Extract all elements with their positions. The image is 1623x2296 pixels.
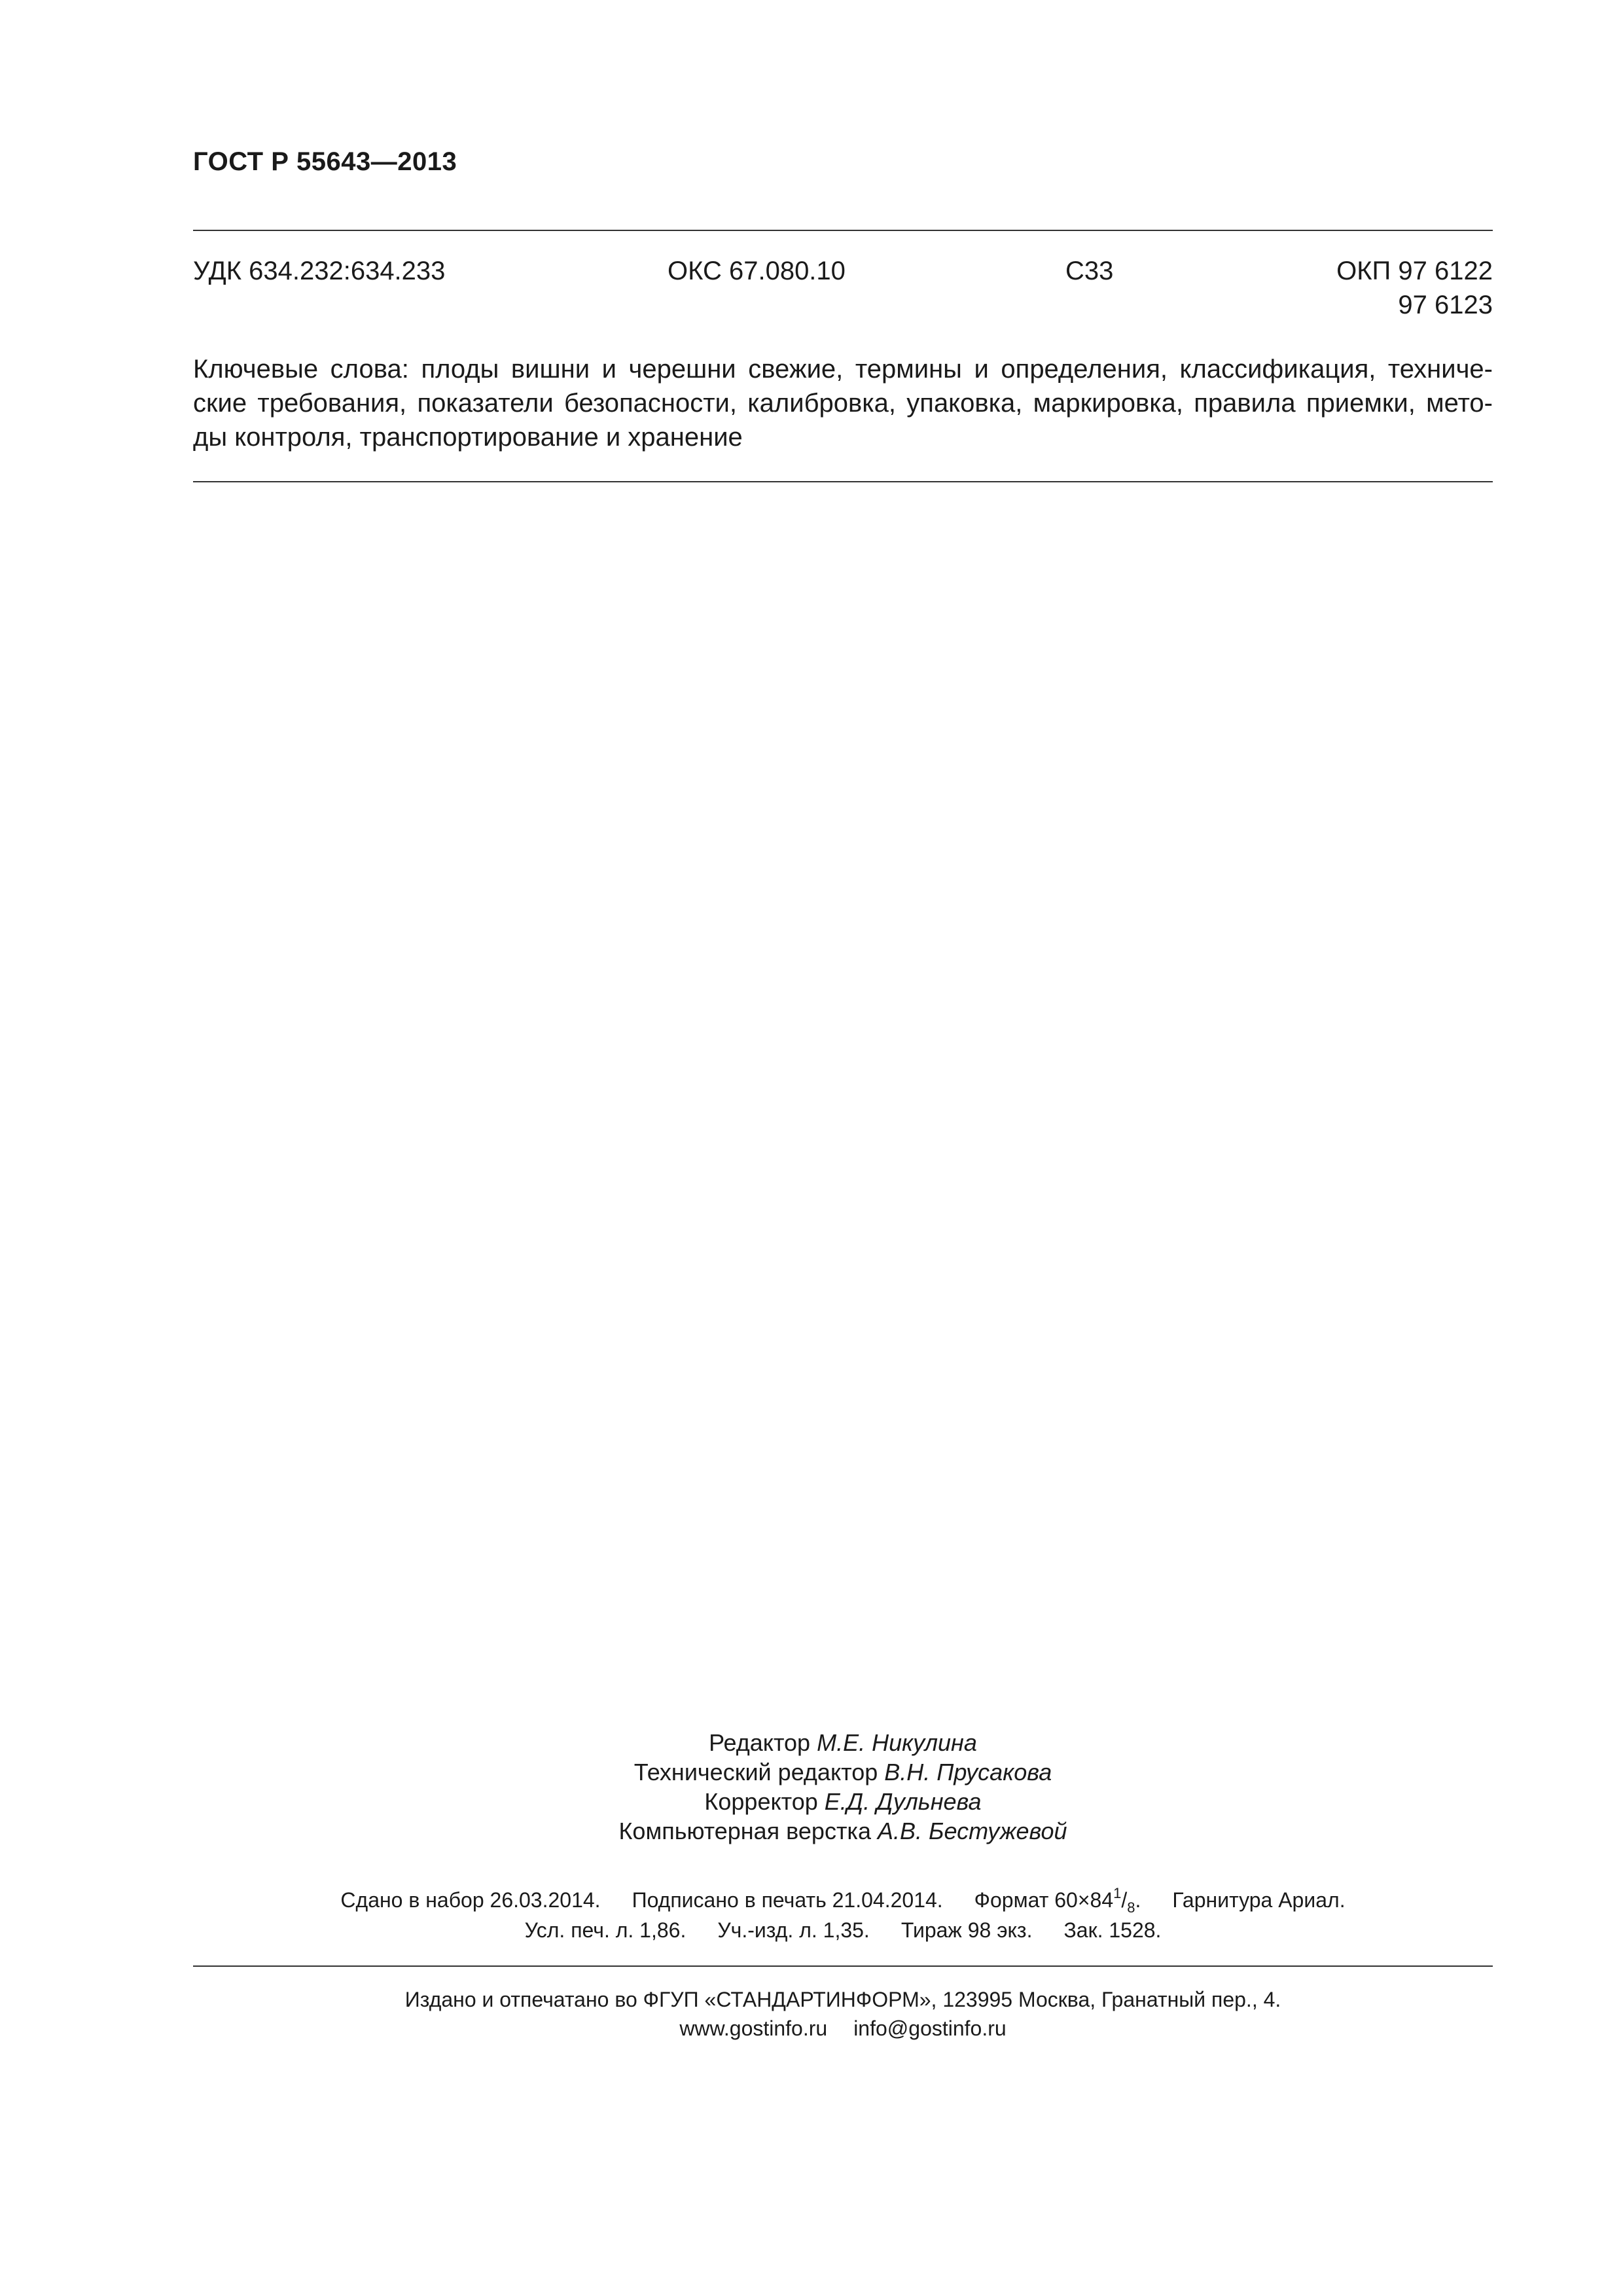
oks-code: ОКС 67.080.10 (668, 257, 846, 285)
keywords-paragraph (193, 352, 1493, 454)
okp-code-1: ОКП 97 6122 (1336, 257, 1493, 285)
imprint-line-1 (193, 1885, 1493, 1915)
print-imprint (193, 1885, 1493, 1945)
keywords-divider (193, 481, 1493, 482)
credit-tech-editor (193, 1757, 1493, 1787)
imprint-line-2 (193, 1915, 1493, 1945)
udk-code: УДК 634.232:634.233 (193, 257, 446, 285)
layout-name: А.В. Бестужевой (878, 1818, 1067, 1844)
group-code: С33 (1065, 257, 1114, 285)
print-run: Тираж 98 экз. (901, 1918, 1033, 1942)
keywords-line-1: Ключевые слова: плоды вишни и черешни свежие, термины и определения, классификация, техниче- (193, 355, 1493, 384)
layout-label: Компьютерная верстка (618, 1818, 871, 1844)
corrector-label: Корректор (704, 1788, 818, 1815)
publisher-website[interactable]: www.gostinfo.ru (679, 2017, 828, 2040)
corrector-name: Е.Д. Дульнева (824, 1788, 982, 1815)
publisher-info (193, 1985, 1493, 2043)
signed-date: Подписано в печать 21.04.2014. (632, 1888, 943, 1912)
credit-layout (193, 1816, 1493, 1846)
okp-code-2: 97 6123 (1398, 291, 1493, 319)
editor-label: Редактор (709, 1729, 811, 1756)
tech-editor-name: В.Н. Прусакова (884, 1759, 1052, 1785)
publisher-email[interactable]: info@gostinfo.ru (853, 2017, 1007, 2040)
standard-designation: ГОСТ Р 55643—2013 (193, 147, 457, 176)
publisher-contacts (193, 2014, 1493, 2043)
typeset-date: Сдано в набор 26.03.2014. (340, 1888, 601, 1912)
okp-codes (1336, 254, 1493, 322)
publisher-address: Издано и отпечатано во ФГУП «СТАНДАРТИНФОРМ», 123995 Москва, Гранатный пер., 4. (404, 1988, 1281, 2011)
order-number: Зак. 1528. (1063, 1918, 1162, 1942)
tech-editor-label: Технический редактор (633, 1759, 878, 1785)
classification-row (193, 254, 1493, 326)
bottom-divider (193, 1965, 1493, 1967)
top-divider (193, 230, 1493, 231)
typeface: Гарнитура Ариал. (1172, 1888, 1346, 1912)
credit-corrector (193, 1787, 1493, 1816)
publishing-sheets: Уч.-изд. л. 1,35. (717, 1918, 870, 1942)
print-sheets: Усл. печ. л. 1,86. (524, 1918, 687, 1942)
keywords-line-3: ды контроля, транспортирование и хранение (193, 423, 743, 452)
keywords-line-2: ские требования, показатели безопасности, калибровка, упаковка, маркировка, правила приемки, мето- (193, 389, 1493, 418)
editor-name: М.Е. Никулина (817, 1729, 977, 1756)
editorial-credits (193, 1728, 1493, 1846)
credit-editor (193, 1728, 1493, 1757)
paper-format: Формат $60\times 84^1/_8$. (974, 1885, 1141, 1916)
